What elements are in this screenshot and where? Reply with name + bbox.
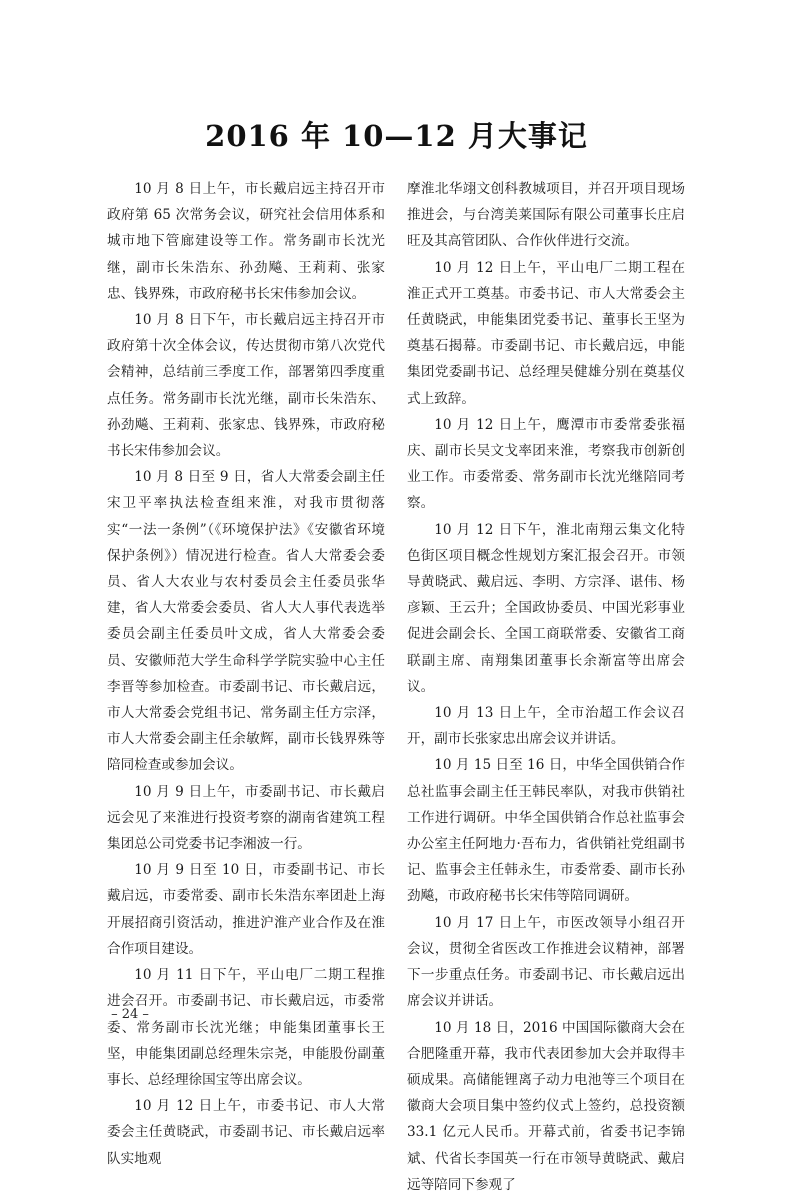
event-paragraph: 10 月 8 日下午，市长戴启远主持召开市政府第十次全体会议，传达贯彻市第八次党代会精神，总结前三季度工作，部署第四季度重点任务。常务副市长沈光继，副市长朱浩东、孙劲飚、王莉莉、张家忠、钱界殊，市政府秘书长宋伟参加会议。 [107,312,385,460]
event-paragraph: 10 月 18 日，2016 中国国际徽商大会在合肥隆重开幕，我市代表团参加大会并取得丰硕成果。高储能锂离子动力电池等三个项目在徽商大会项目集中签约仪式上签约，总投资额 33.1 亿元人民币。开幕式前，省委书记李锦斌、代省长李国英一行在市领导黄晓武、戴启远等陪同下参观了 [407,1019,685,1193]
event-paragraph-continued: 摩淮北华翊文创科教城项目，并召开项目现场推进会，与台湾美莱国际有限公司董事长庄启旺及其高管团队、合作伙伴进行交流。 [407,181,685,250]
event-paragraph: 10 月 15 日至 16 日，中华全国供销合作总社监事会副主任王韩民率队，对我市供销社工作进行调研。中华全国供销合作总社监事会办公室主任阿地力·吾布力，省供销社党组副书记、监事会主任韩永生，市委常委、副市长孙劲飚，市政府秘书长宋伟等陪同调研。 [407,757,685,905]
event-paragraph: 10 月 11 日下午，平山电厂二期工程推进会召开。市委副书记、市长戴启远，市委常委、常务副市长沈光继；申能集团董事长王坚，申能集团副总经理朱宗尧，申能股份副董事长、总经理徐国宝等出席会议。 [107,967,385,1088]
event-paragraph: 10 月 12 日上午，鹰潭市市委常委张福庆、副市长吴文戈率团来淮，考察我市创新创业工作。市委常委、常务副市长沈光继陪同考察。 [407,416,685,512]
event-paragraph: 10 月 13 日上午，全市治超工作会议召开，副市长张家忠出席会议并讲话。 [407,705,685,748]
event-paragraph: 10 月 8 日上午，市长戴启远主持召开市政府第 65 次常务会议，研究社会信用体系和城市地下管廊建设等工作。常务副市长沈光继，副市长朱浩东、孙劲飚、王莉莉、张家忠、钱界殊，市政府秘书长宋伟参加会议。 [107,181,385,302]
event-paragraph: 10 月 17 日上午，市医改领导小组召开会议，贯彻全省医改工作推进会议精神，部署下一步重点任务。市委副书记、市长戴启远出席会议并讲话。 [407,914,685,1010]
event-paragraph: 10 月 12 日上午，平山电厂二期工程在淮正式开工奠基。市委书记、市人大常委会主任黄晓武，申能集团党委书记、董事长王坚为奠基石揭幕。市委副书记、市长戴启远，申能集团党委副书记、总经理吴健雄分别在奠基仪式上致辞。 [407,259,685,407]
right-column [407,176,685,1198]
event-paragraph: 10 月 12 日下午，淮北南翔云集文化特色街区项目概念性规划方案汇报会召开。市领导黄晓武、戴启远、李明、方宗泽、谌伟、杨彦颖、王云升；全国政协委员、中国光彩事业促进会副会长、全国工商联常委、安徽省工商联副主席、南翔集团董事长余渐富等出席会议。 [407,521,685,695]
page-number: – 24 – [111,1007,149,1022]
left-column [107,176,385,1172]
event-paragraph: 10 月 12 日上午，市委书记、市人大常委会主任黄晓武，市委副书记、市长戴启远率队实地观 [107,1098,385,1167]
page-title: 2016 年 10—12 月大事记 [205,119,588,153]
event-paragraph: 10 月 8 日至 9 日，省人大常委会副主任宋卫平率执法检查组来淮，对我市贯彻落实“一法一条例”（《环境保护法》《安徽省环境保护条例》）情况进行检查。省人大常委会委员、省人大农业与农村委员会主任委员张华建，省人大常委会委员、省人大人事代表选举委员会副主任委员叶文成，省人大常委会委员、安徽师范大学生命科学学院实验中心主任李晋等参加检查。市委副书记、市长戴启远，市人大常委会党组书记、常务副主任方宗泽，市人大常委会副主任余敏辉，副市长钱界殊等陪同检查或参加会议。 [107,469,385,774]
event-paragraph: 10 月 9 日至 10 日，市委副书记、市长戴启远，市委常委、副市长朱浩东率团赴上海开展招商引资活动，推进沪淮产业合作及在淮合作项目建设。 [107,862,385,957]
event-paragraph: 10 月 9 日上午，市委副书记、市长戴启远会见了来淮进行投资考察的湖南省建筑工程集团总公司党委书记李湘波一行。 [107,783,385,853]
